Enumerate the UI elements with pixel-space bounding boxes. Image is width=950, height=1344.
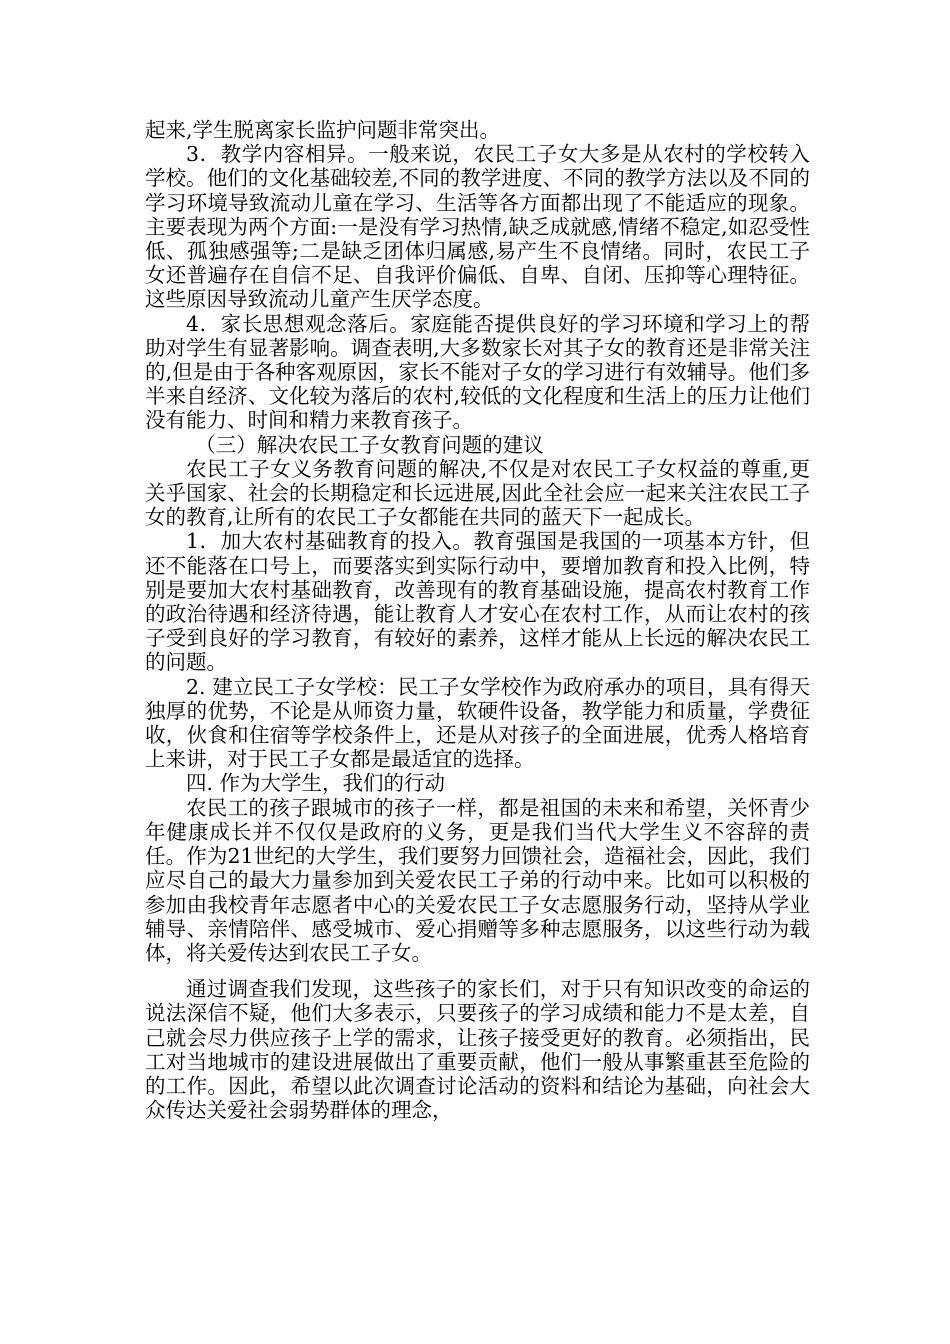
paragraph-survey-findings: 通过调查我们发现，这些孩子的家长们，对于只有知识改变的命运的说法深信不疑，他们大多表示，只要孩子的学习成绩和能力不是太差，自己就会尽力供应孩子上学的需求，让孩子接受更好的教育。必须指出，民工对当地城市的建设进展做出了重要贡献，他们一般从事繁重甚至危险的的工作。因此，希望以此次调查讨论活动的资料和结论为基础，向社会大众传达关爱社会弱势群体的理念，	[145, 977, 810, 1123]
paragraph-migrant-schools: 2. 建立民工子女学校：民工子女学校作为政府承办的项目，具有得天独厚的优势，不论是从师资力量，软硬件设备，教学能力和质量，学费征收，伙食和住宿等学校条件上，还是从对孩子的全面进展，优秀人格培育上来讲，对于民工子女都是最适宜的选择。	[145, 674, 810, 772]
document-page	[145, 118, 810, 1122]
paragraph-suggestions-intro: 农民工子女义务教育问题的解决,不仅是对农民工子女权益的尊重,更关乎国家、社会的长期稳定和长远进展,因此全社会应一起来关注农民工子女的教育,让所有的农民工子女都能在共同的蓝天下一起成长。	[145, 456, 810, 530]
paragraph-teaching-content: 3．教学内容相异。一般来说，农民工子女大多是从农村的学校转入学校。他们的文化基础较差,不同的教学进度、不同的教学方法以及不同的学习环境导致流动儿童在学习、生活等各方面都出现了不能适应的现象。主要表现为两个方面:一是没有学习热情,缺乏成就感,情绪不稳定,如忍受性低、孤独感强等;二是缺乏团体归属感,易产生不良情绪。同时，农民工子女还普遍存在自信不足、自我评价偏低、自卑、自闭、压抑等心理特征。这些原因导致流动儿童产生厌学态度。	[145, 142, 810, 312]
paragraph-rural-investment: 1．加大农村基础教育的投入。教育强国是我国的一项基本方针，但还不能落在口号上，而要落实到实际行动中，要增加教育和投入比例，特别是要加大农村基础教育，改善现有的教育基础设施，提高农村教育工作的政治待遇和经济待遇，能让教育人才安心在农村工作，从而让农村的孩子受到良好的学习教育，有较好的素养，这样才能从上长远的解决农民工的问题。	[145, 529, 810, 675]
section-heading-suggestions: （三）解决农民工子女教育问题的建议	[195, 432, 544, 457]
paragraph-student-responsibility: 农民工的孩子跟城市的孩子一样，都是祖国的未来和希望，关怀青少年健康成长并不仅仅是政府的义务，更是我们当代大学生义不容辞的责任。作为21世纪的大学生，我们要努力回馈社会，造福社会，因此，我们应尽自己的最大力量参加到关爱农民工子弟的行动中来。比如可以积极的参加由我校青年志愿者中心的关爱农民工子女志愿服务行动，坚持从学业辅导、亲情陪伴、感受城市、爱心捐赠等多种志愿服务，以这些行动为载体，将关爱传达到农民工子女。	[145, 795, 810, 965]
section-heading-student-action: 四. 作为大学生，我们的行动	[186, 771, 446, 796]
paragraph-parent-attitudes: 4．家长思想观念落后。家庭能否提供良好的学习环境和学习上的帮助对学生有显著影响。调查表明,大多数家长对其子女的教育还是非常关注的,但是由于各种客观原因，家长不能对子女的学习进行有效辅导。他们多半来自经济、文化较为落后的农村,较低的文化程度和生活上的压力让他们没有能力、时间和精力来教育孩子。	[145, 311, 810, 433]
paragraph-continuation: 起来,学生脱离家长监护问题非常突出。	[145, 118, 501, 142]
